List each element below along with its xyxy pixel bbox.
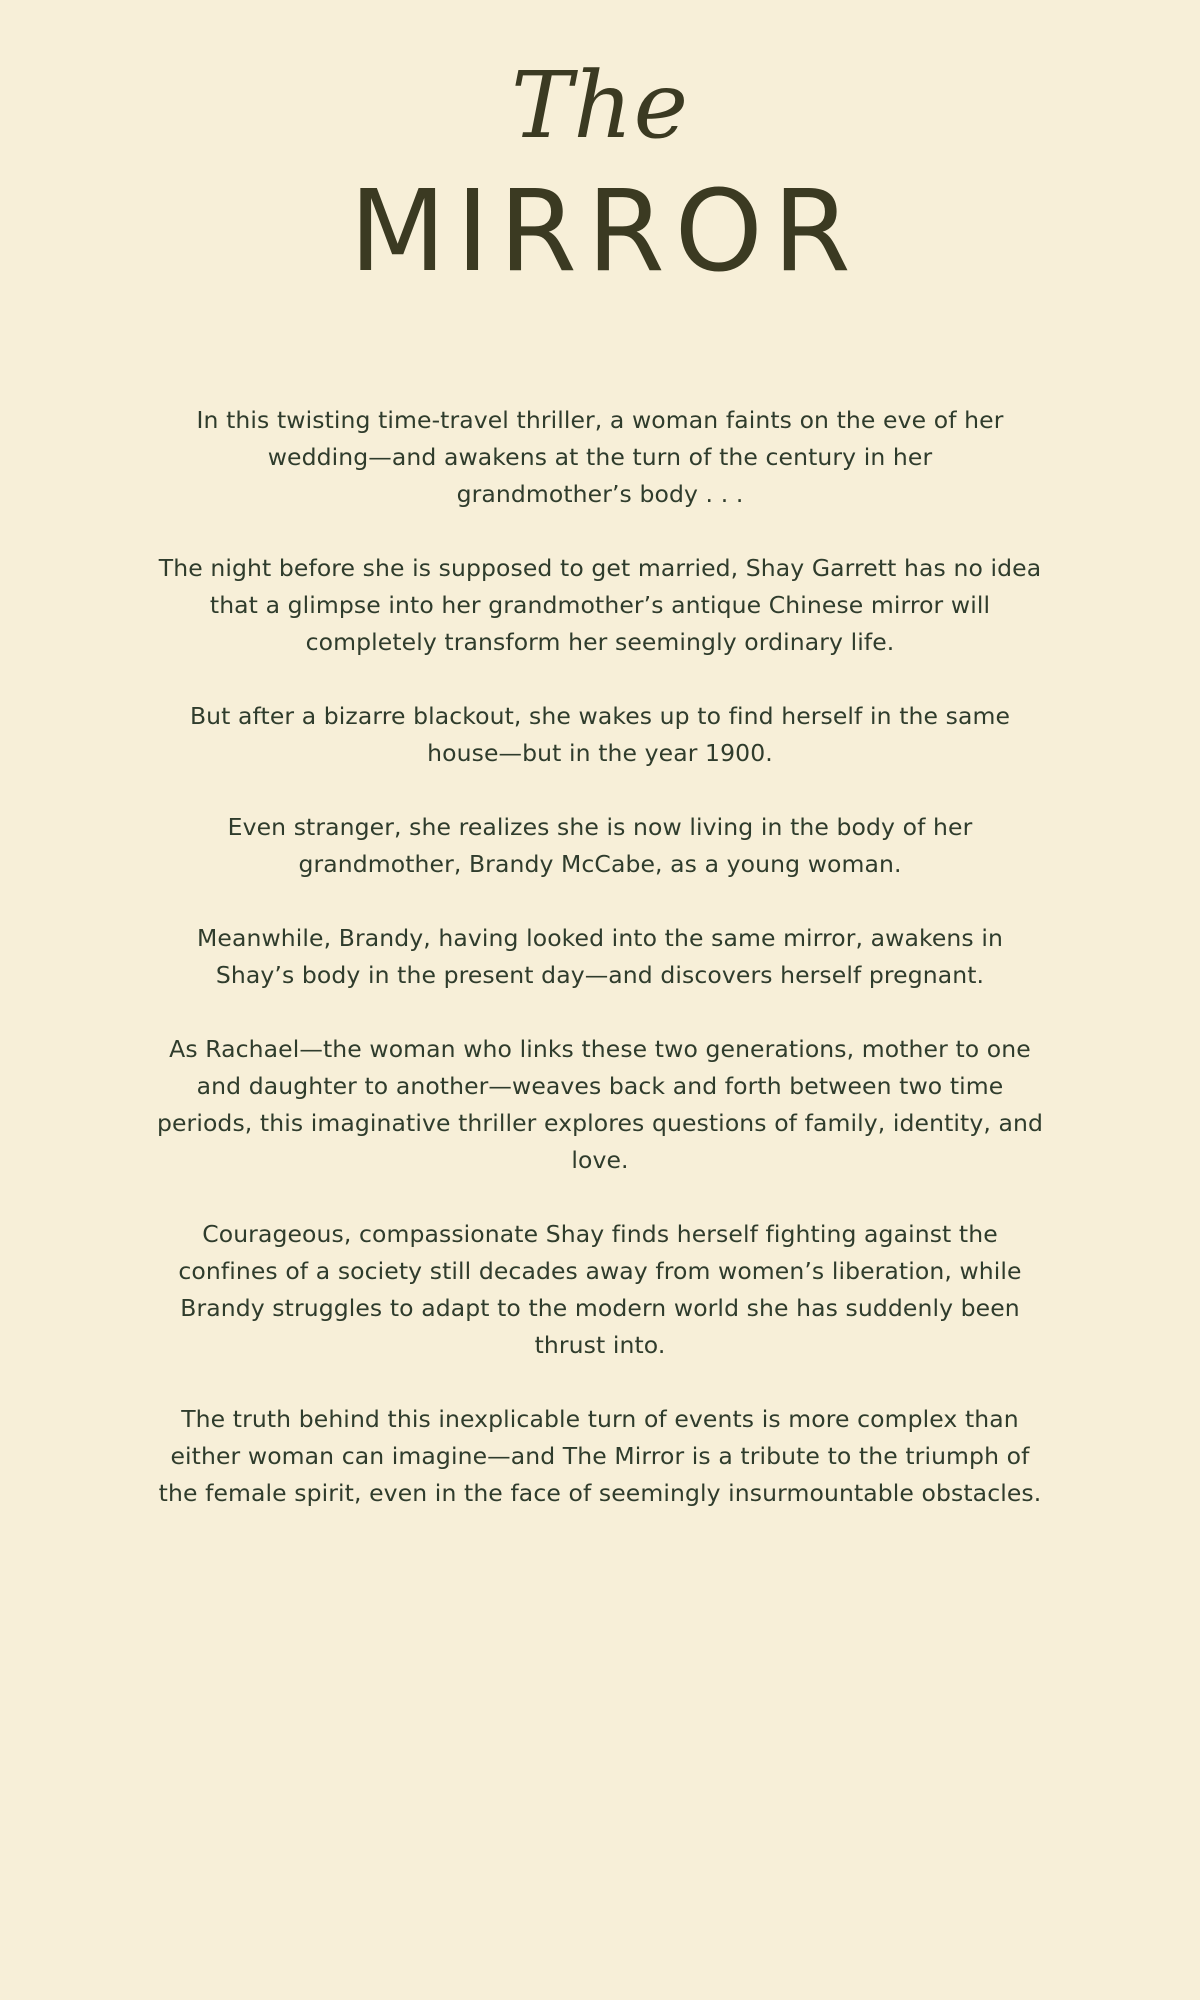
description-body	[155, 402, 1045, 1512]
title-main-word: MIRROR	[349, 167, 861, 297]
page-title	[0, 52, 1200, 297]
description-paragraph: As Rachael—the woman who links these two generations, mother to one and daughter to another—weaves back and forth between two time periods, this imaginative thriller explores questions of family, identity, and love.	[156, 1034, 1044, 1174]
title-script-word: The	[510, 52, 690, 159]
description-paragraph: The night before she is supposed to get married, Shay Garrett has no idea that a glimpse into her grandmother’s antique Chinese mirror will completely transform her seemingly ordinary life.	[158, 553, 1042, 656]
description-paragraph: The truth behind this inexplicable turn of events is more complex than either woman can imagine—and The Mirror is a tribute to the triumph of the female spirit, even in the face of seemingly insurmountable obstacles.	[158, 1404, 1042, 1507]
description-paragraph: Courageous, compassionate Shay finds herself fighting against the confines of a society still decades away from women’s liberation, while Brandy struggles to adapt to the modern world she has suddenly been thrust into.	[178, 1219, 1022, 1359]
description-paragraph: Even stranger, she realizes she is now living in the body of her grandmother, Brandy McCabe, as a young woman.	[227, 812, 973, 878]
description-paragraph: Meanwhile, Brandy, having looked into the same mirror, awakens in Shay’s body in the present day—and discovers herself pregnant.	[197, 923, 1003, 989]
description-paragraph: But after a bizarre blackout, she wakes up to find herself in the same house—but in the year 1900.	[189, 701, 1011, 767]
description-paragraph: In this twisting time-travel thriller, a woman faints on the eve of her wedding—and awakens at the turn of the century in her grandmother’s body . . .	[196, 405, 1004, 508]
